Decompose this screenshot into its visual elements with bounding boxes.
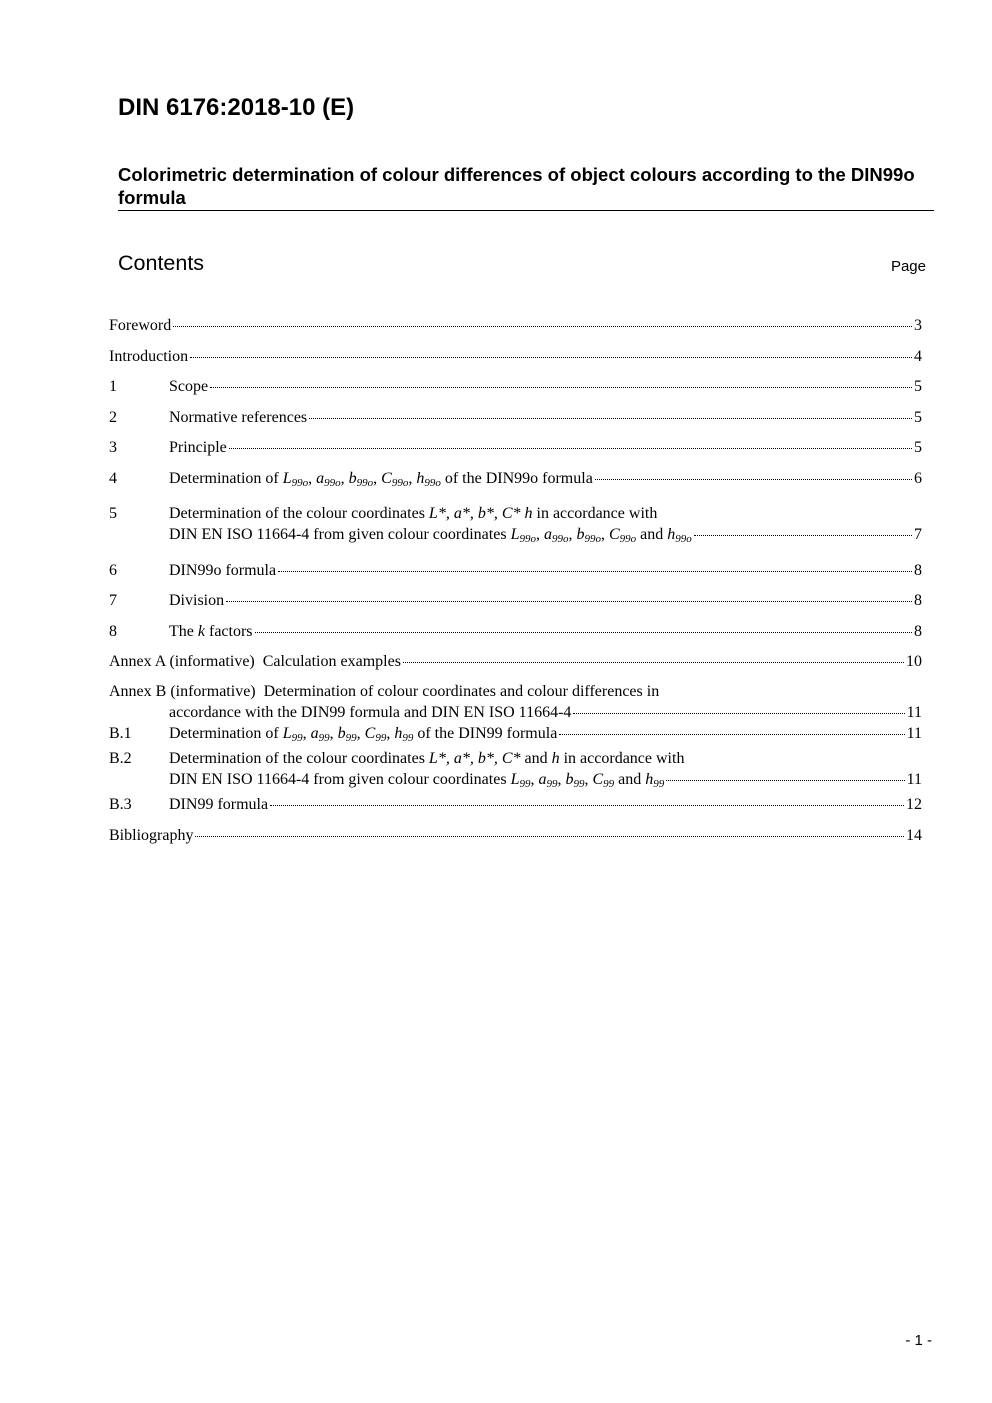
toc-entry-label: Annex B (informative) Determination of colour coordinates and colour differences in (109, 683, 660, 700)
toc-entry-scope[interactable] (109, 378, 922, 398)
toc-entry-colour-coordinates-line2[interactable] (169, 526, 922, 546)
dot-leader (573, 713, 904, 714)
dot-leader (270, 805, 904, 806)
dot-leader (255, 632, 912, 633)
toc-page-number: 8 (914, 592, 922, 609)
toc-page-number: 8 (914, 623, 922, 640)
dot-leader (666, 780, 904, 781)
label-suffix: of the DIN99 formula (417, 725, 558, 742)
toc-page-number: 11 (906, 725, 922, 742)
toc-entry-determination-din99o[interactable] (109, 470, 922, 490)
toc-page-number: 5 (914, 409, 922, 426)
toc-entry-label: Foreword (109, 317, 172, 334)
toc-entry-number: 3 (109, 439, 117, 456)
footer-page-number: - 1 - (905, 1332, 932, 1349)
toc-entry-label: Division (169, 592, 225, 609)
toc-entry-number: 7 (109, 592, 117, 609)
toc-entry-bibliography[interactable] (109, 827, 922, 847)
toc-page-number: 12 (906, 796, 922, 813)
toc-entry-label: DIN99o formula (169, 562, 277, 579)
toc-entry-label: DIN99 formula (169, 796, 269, 813)
toc-entry-label: Scope (169, 378, 209, 395)
toc-entry-label: accordance with the DIN99 formula and DIN EN ISO 11664-4 (169, 704, 572, 721)
label-prefix: DIN EN ISO 11664-4 from given colour coordinates (169, 771, 507, 788)
toc-entry-b2-line2[interactable] (169, 771, 922, 791)
toc-page-number: 5 (914, 439, 922, 456)
label-suffix: in accordance with (563, 750, 685, 767)
label-vars: L*, a*, b*, C* h (428, 505, 533, 522)
label-suffix: of the DIN99o formula (444, 470, 593, 487)
toc-page-number: 4 (914, 348, 922, 365)
toc-entry-label: DIN EN ISO 11664-4 from given colour coordinates $L_{99}$, $a_{99}$, $b_{99}$, $C_{99}$ and $h_{99}$ (169, 771, 665, 790)
toc-entry-label (169, 750, 684, 768)
dot-leader (403, 662, 904, 663)
toc-page-number: 7 (914, 526, 922, 543)
toc-entry-number: 8 (109, 623, 117, 640)
label-prefix: The (169, 623, 194, 640)
label-prefix: Determination of (169, 470, 279, 487)
dot-leader (559, 734, 904, 735)
label-suffix: in accordance with (536, 505, 658, 522)
toc-entry-b2-line1[interactable] (109, 750, 922, 770)
toc-entry-number: 5 (109, 505, 117, 522)
dot-leader (226, 601, 912, 602)
dot-leader (694, 535, 912, 536)
toc-entry-label (169, 623, 253, 641)
toc-entry-number: B.2 (109, 750, 132, 767)
toc-entry-k-factors[interactable] (109, 623, 922, 643)
toc-entry-introduction[interactable] (109, 348, 922, 368)
toc-entry-annex-b-line2[interactable] (169, 704, 922, 724)
toc-entry-annex-b-line1[interactable] (109, 683, 922, 703)
document-id: DIN 6176:2018-10 (E) (118, 94, 355, 121)
toc-entry-b1[interactable] (109, 725, 922, 745)
toc-entry-annex-a[interactable] (109, 653, 922, 673)
dot-leader (229, 448, 912, 449)
label-vars: L*, a*, b*, C* (428, 750, 521, 767)
toc-entry-foreword[interactable] (109, 317, 922, 337)
toc-entry-b3[interactable] (109, 796, 922, 816)
toc-page-number: 11 (906, 771, 922, 788)
dot-leader (595, 479, 912, 480)
toc-entry-din99o-formula[interactable] (109, 562, 922, 582)
toc-entry-normative-references[interactable] (109, 409, 922, 429)
toc-page-number: 8 (914, 562, 922, 579)
label-and: and (524, 750, 548, 767)
toc-entry-number: B.1 (109, 725, 132, 742)
toc-page-number: 6 (914, 470, 922, 487)
toc-entry-label: Normative references (169, 409, 308, 426)
toc-page-number: 10 (906, 653, 922, 670)
label-prefix: Determination of (169, 725, 279, 742)
label-prefix: Determination of the colour coordinates (169, 505, 425, 522)
toc-page-number: 5 (914, 378, 922, 395)
toc-entry-label: DIN EN ISO 11664-4 from given colour coordinates $L_{99o}$, $a_{99o}$, $b_{99o}$, $C_{99o}$ and $h_{99o}$ (169, 526, 692, 545)
toc-entry-number: B.3 (109, 796, 132, 813)
dot-leader (190, 357, 912, 358)
toc-entry-number: 4 (109, 470, 117, 487)
toc-entry-number: 2 (109, 409, 117, 426)
dot-leader (173, 326, 912, 327)
page-column-label: Page (890, 258, 926, 275)
toc-entry-label: Determination of $L_{99}$, $a_{99}$, $b_{99}$, $C_{99}$, $h_{99}$ of the DIN99 formula (169, 725, 558, 744)
toc-entry-number: 1 (109, 378, 117, 395)
label-prefix: Determination of the colour coordinates (169, 750, 425, 767)
dot-leader (195, 836, 904, 837)
toc-entry-label: Determination of $L_{99o}$, $a_{99o}$, $b_{99o}$, $C_{99o}$, $h_{99o}$ of the DIN99o formula (169, 470, 593, 489)
toc-entry-label: Bibliography (109, 827, 194, 844)
toc-entry-division[interactable] (109, 592, 922, 612)
dot-leader (309, 418, 912, 419)
toc-entry-principle[interactable] (109, 439, 922, 459)
toc-entry-label (169, 505, 657, 523)
label-suffix: factors (208, 623, 253, 640)
label-prefix: DIN EN ISO 11664-4 from given colour coordinates (169, 526, 507, 543)
toc-entry-number: 6 (109, 562, 117, 579)
toc-page-number: 14 (906, 827, 922, 844)
toc-page-number: 11 (906, 704, 922, 721)
toc-entry-colour-coordinates-line1[interactable] (109, 505, 922, 525)
toc-page-number: 3 (914, 317, 922, 334)
contents-heading: Contents (118, 251, 205, 275)
label-var: h (551, 750, 560, 767)
document-title: Colorimetric determination of colour differences of object colours according to the DIN99o formula (118, 164, 915, 208)
toc-entry-label: Introduction (109, 348, 189, 365)
title-divider (118, 210, 934, 211)
toc-entry-label: Principle (169, 439, 227, 456)
toc-entry-label: Annex A (informative) Calculation examples (109, 653, 401, 670)
label-var: k (197, 623, 205, 640)
dot-leader (278, 571, 912, 572)
dot-leader (210, 387, 912, 388)
